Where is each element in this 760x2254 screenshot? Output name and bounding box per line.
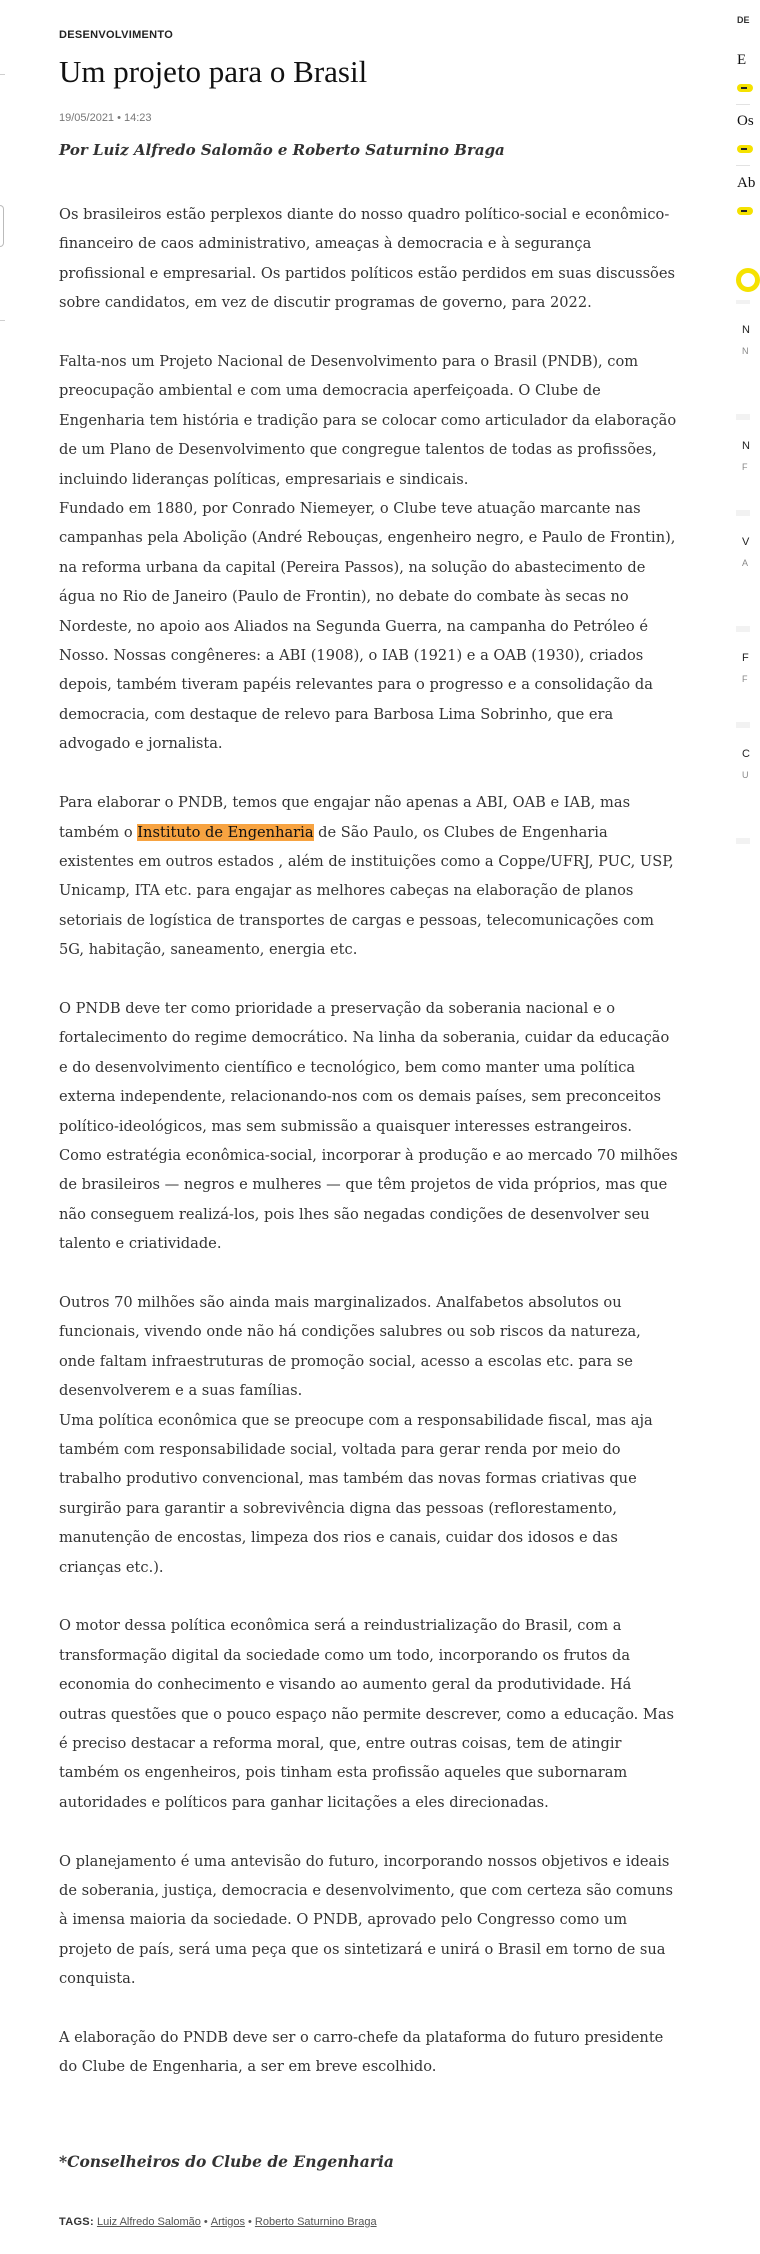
left-edge-strip [0, 0, 6, 2254]
article-signature: *Conselheiros do Clube de Engenharia [59, 2152, 394, 2171]
paragraph: O PNDB deve ter como prioridade a preservação da soberania nacional e o fortalecimento do regime democrático. Na linha da soberania, cuidar da educação e do desenvolvimento científico e tecnológico, bem como manter uma política externa independente, relacionando-nos com os demais países, sem preconceitos político-ideológicos, mas sem submissão a quaisquer interesses estrangeiros. [59, 999, 670, 1135]
article-body [59, 200, 679, 2111]
paragraph-text: Para elaborar o PNDB, temos que engajar não apenas a ABI, OAB e IAB, mas também o [59, 794, 631, 841]
paragraph: Os brasileiros estão perplexos diante do nosso quadro político-social e econômico-financeiro de caos administrativo, ameaças à democracia e à segurança profissional e empresarial. Os partidos políticos estão perdidos em suas discussões sobre candidatos, em vez de discutir programas de governo, para 2022. [59, 206, 675, 312]
tag-separator: • [203, 2216, 208, 2228]
paragraph: A elaboração do PNDB deve ser o carro-chefe da plataforma do futuro presidente do Clube de Engenharia, a ser em breve escolhido. [59, 2029, 664, 2076]
paragraph: Outros 70 milhões são ainda mais marginalizados. Analfabetos absolutos ou funcionais, vivendo onde não há condições salubres ou sob riscos da natureza, onde faltam infraestruturas de promoção social, acesso a escolas etc. para se desenvolverem e a suas famílias. [59, 1293, 641, 1400]
left-edge-tab[interactable] [0, 205, 4, 247]
paragraph: Uma política econômica que se preocupe com a responsabilidade fiscal, mas aja também com responsabilidade social, voltada para gerar renda por meio do trabalho produtivo convencional, mas também das novas formas criativas que surgirão para garantir a sobrevivência digna das pessoas (reflorestamento, manutenção de encostas, limpeza dos rios e canais, cuidar dos idosos e das crianças etc.). [59, 1411, 653, 1576]
tags-row [59, 2216, 377, 2228]
yellow-marker-icon [737, 145, 753, 153]
sidebar-card-title: V [742, 536, 750, 548]
sidebar-card-title: C [742, 748, 750, 760]
sidebar-card[interactable] [736, 632, 750, 722]
sidebar-divider [736, 104, 750, 105]
sidebar-card[interactable] [736, 728, 750, 838]
sidebar-card[interactable] [736, 304, 750, 414]
sidebar-divider [736, 165, 750, 166]
sidebar-card-text: N [742, 346, 749, 356]
paragraph [59, 788, 679, 964]
category-label[interactable]: DESENVOLVIMENTO [59, 29, 174, 41]
tag-link[interactable]: Artigos [210, 2216, 246, 2228]
tag-separator: • [248, 2216, 252, 2228]
sidebar-panel [736, 300, 750, 844]
yellow-marker-icon [737, 207, 753, 215]
highlighted-text: Instituto de Engenharia [137, 823, 314, 841]
sidebar-card-title: N [742, 324, 750, 336]
paragraph-text: de São Paulo, os Clubes de Engenharia existentes em outros estados , além de instituições como a Coppe/UFRJ, PUC, USP, Unicamp, ITA etc. para engajar as melhores cabeças na elaboração de planos setoriais de logística de transportes de cargas e pessoas, telecomunicações com 5G, habitação, saneamento, energia etc. [59, 823, 674, 959]
paragraph: Falta-nos um Projeto Nacional de Desenvolvimento para o Brasil (PNDB), com preocupação ambiental e com uma democracia aperfeiçoada. O Clube de Engenharia tem história e tradição para se colocar como articulador da elaboração de um Plano de Desenvolvimento que congregue talentos de todas as profissões, incluindo lideranças políticas, empresariais e sindicais. [59, 353, 677, 488]
left-edge-divider [0, 74, 5, 75]
yellow-marker-icon [737, 84, 753, 92]
sidebar-card-text: F [742, 462, 748, 472]
sidebar [736, 0, 756, 2254]
article-title: Um projeto para o Brasil [59, 54, 368, 89]
sidebar-headline[interactable]: E [737, 52, 747, 68]
sidebar-headline[interactable]: Os [737, 113, 754, 129]
sidebar-card[interactable] [736, 516, 750, 626]
sidebar-card-text: U [742, 770, 749, 780]
sidebar-headline[interactable]: Ab [737, 175, 756, 191]
sidebar-card[interactable] [736, 420, 750, 510]
publish-date: 19/05/2021 • 14:23 [59, 112, 152, 124]
sidebar-card-title: F [742, 652, 749, 664]
paragraph: Fundado em 1880, por Conrado Niemeyer, o Clube teve atuação marcante nas campanhas pela Abolição (André Rebouças, engenheiro negro, e Paulo de Frontin), na reforma urbana da capital (Pereira Passos), na solução do abastecimento de água no Rio de Janeiro (Paulo de Frontin), no debate do combate às secas no Nordeste, no apoio aos Aliados na Segunda Guerra, na campanha do Petróleo é Nosso. Nossas congêneres: a ABI (1908), o IAB (1921) e a OAB (1930), criados depois, também tiveram papéis relevantes para o progresso e a consolidação da democracia, com destaque de relevo para Barbosa Lima Sobrinho, que era advogado e jornalista. [59, 500, 676, 753]
left-edge-divider [0, 320, 5, 321]
paragraph: O motor dessa política econômica será a reindustrialização do Brasil, com a transformação digital da sociedade como um todo, incorporando os frutos da economia do conhecimento e visando ao aumento geral da produtividade. Há outras questões que o pouco espaço não permite descrever, como a educação. Mas é preciso destacar a reforma moral, que, entre outras coisas, tem de atingir também os engenheiros, pois tinham esta profissão aqueles que subornaram autoridades e políticos para ganhar licitações a eles direcionadas. [59, 1617, 675, 1811]
tags-label: TAGS: [59, 2216, 94, 2228]
sidebar-card-title: N [742, 440, 750, 452]
paragraph: O planejamento é uma antevisão do futuro, incorporando nossos objetivos e ideais de soberania, justiça, democracia e desenvolvimento, que com certeza são comuns à imensa maioria da sociedade. O PNDB, aprovado pelo Congresso como um projeto de país, será uma peça que os sintetizará e unirá o Brasil em torno de sua conquista. [59, 1852, 673, 1988]
tag-link[interactable]: Roberto Saturnino Braga [254, 2216, 377, 2228]
sidebar-card-text: F [742, 674, 748, 684]
article-byline: Por Luiz Alfredo Salomão e Roberto Saturnino Braga [59, 141, 505, 159]
sidebar-card-text: A [742, 558, 749, 568]
paragraph: Como estratégia econômica-social, incorporar à produção e ao mercado 70 milhões de brasileiros — negros e mulheres — que têm projetos de vida próprios, mas que não conseguem realizá-los, pois lhes são negadas condições de desenvolver seu talento e criatividade. [59, 1146, 678, 1253]
tag-link[interactable]: Luiz Alfredo Salomão [96, 2216, 201, 2228]
yellow-ring-icon [736, 268, 760, 292]
sidebar-heading: DE [737, 15, 750, 25]
